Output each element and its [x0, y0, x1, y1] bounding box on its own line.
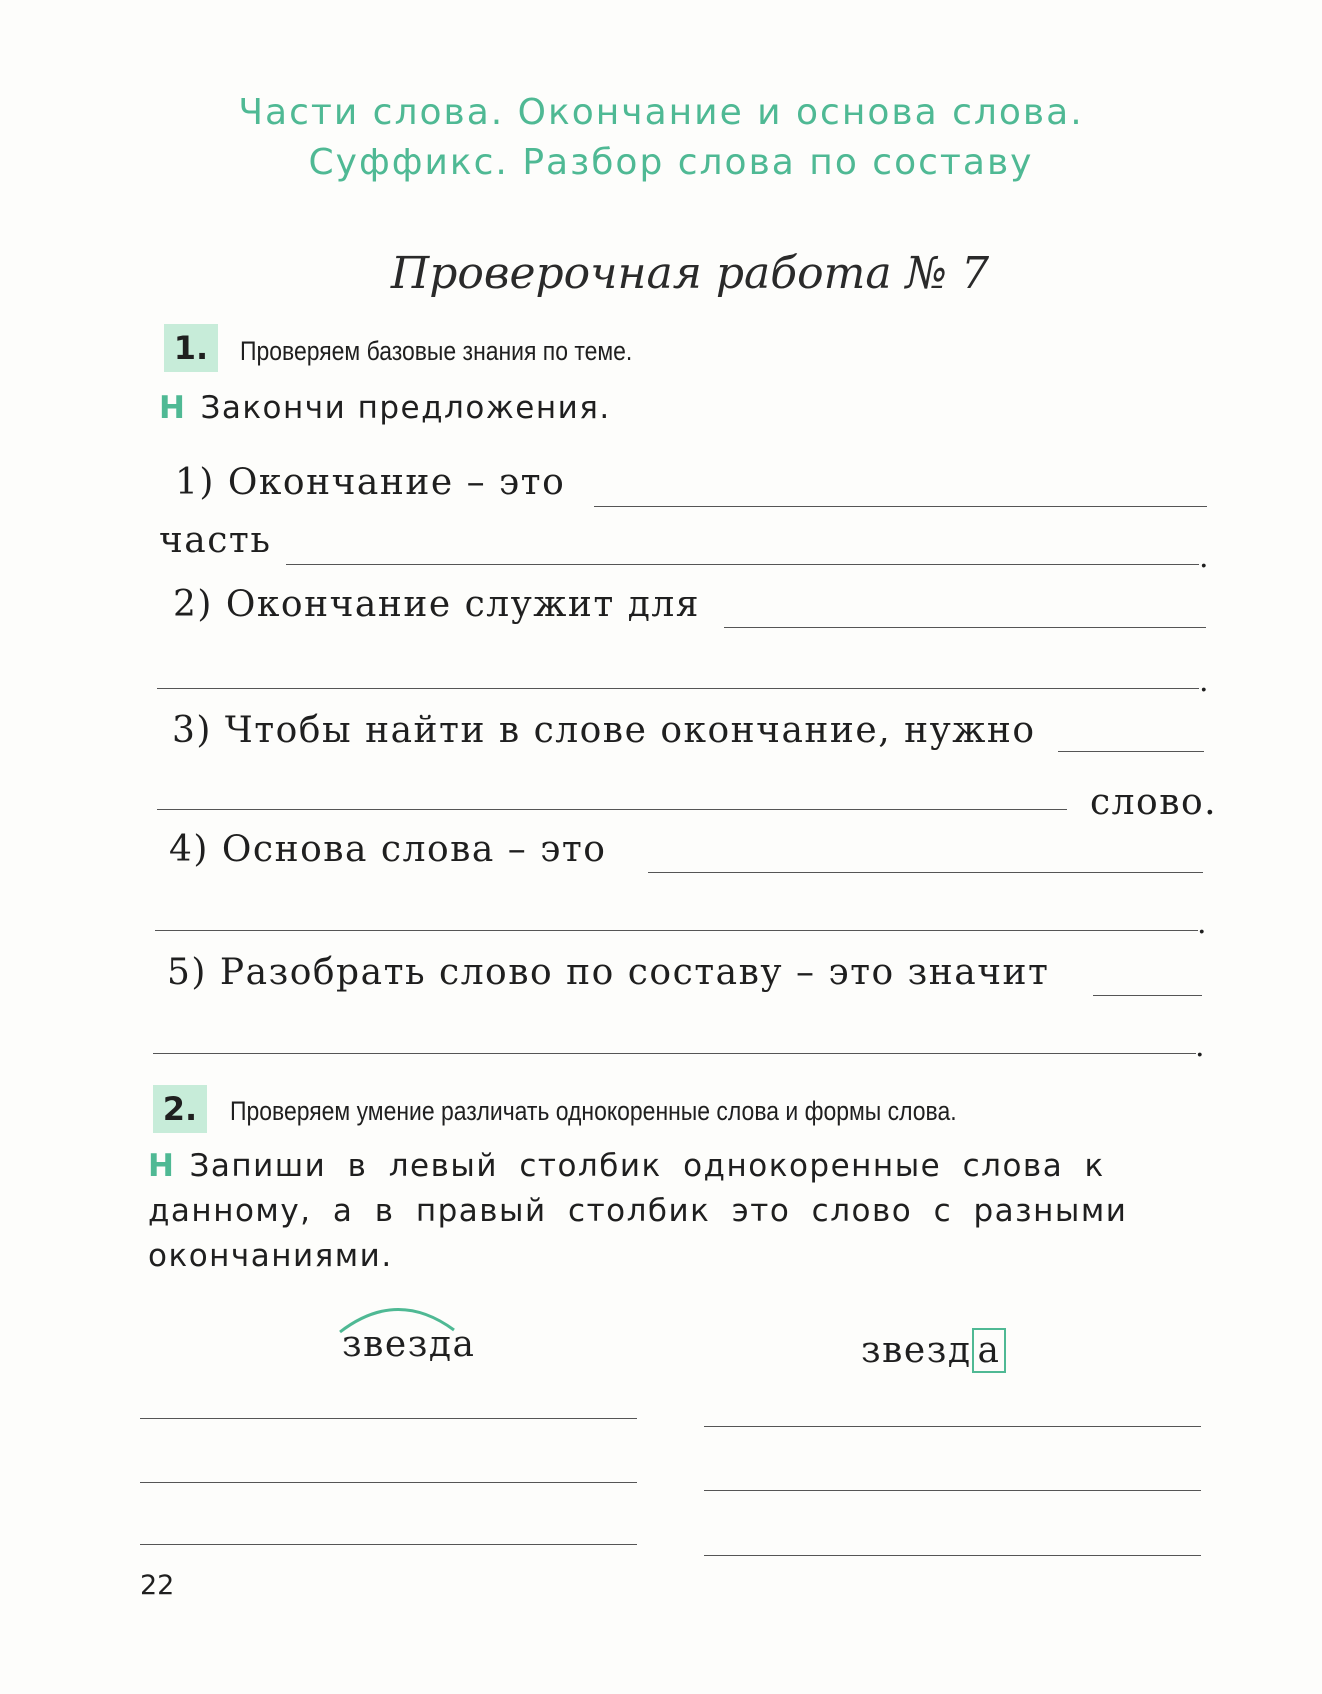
- right-column-line[interactable]: [704, 1426, 1201, 1427]
- word-stem: звезд: [861, 1330, 972, 1371]
- task-1-description: Проверяем базовые знания по теме.: [240, 336, 633, 366]
- period: .: [1199, 540, 1209, 575]
- given-word-left: звезда: [342, 1324, 476, 1365]
- left-column-line[interactable]: [140, 1418, 637, 1419]
- answer-line[interactable]: [286, 564, 1199, 565]
- left-column-line[interactable]: [140, 1482, 637, 1483]
- answer-line[interactable]: [648, 872, 1203, 873]
- instruction-text: Закончи предложения.: [200, 390, 611, 426]
- work-title: Проверочная работа № 7: [390, 248, 990, 299]
- task-1-instruction: [159, 390, 611, 426]
- task-2-instruction-line2: данному, а в правый столбик это слово с разными: [148, 1193, 1128, 1229]
- right-column-line[interactable]: [704, 1555, 1201, 1556]
- level-marker: Н: [159, 390, 187, 426]
- item-5: 5) Разобрать слово по составу – это значит: [167, 952, 1050, 993]
- item-2: 2) Окончание служит для: [173, 584, 701, 625]
- answer-line[interactable]: [157, 688, 1199, 689]
- left-column-line[interactable]: [140, 1544, 637, 1545]
- period: .: [1195, 1029, 1205, 1064]
- answer-line[interactable]: [155, 930, 1198, 931]
- instruction-text: Запиши в левый столбик однокоренные слова к: [189, 1148, 1105, 1184]
- answer-line[interactable]: [1093, 995, 1202, 996]
- task-2-instruction-line1: [148, 1148, 1105, 1184]
- item-1-cont: часть: [159, 520, 272, 561]
- item-3-end: слово.: [1090, 782, 1218, 823]
- task-number-1: 1.: [164, 324, 218, 372]
- ending-box: а: [972, 1328, 1007, 1373]
- period: .: [1199, 664, 1209, 699]
- right-column-line[interactable]: [704, 1490, 1201, 1491]
- task-2-instruction-line3: окончаниями.: [148, 1238, 393, 1274]
- answer-line[interactable]: [1058, 751, 1204, 752]
- item-3: 3) Чтобы найти в слове окончание, нужно: [172, 710, 1036, 751]
- page-number: 22: [140, 1570, 175, 1601]
- topic-title-line1: Части слова. Окончание и основа слова.: [238, 92, 1084, 133]
- period: .: [1197, 906, 1207, 941]
- task-2-description: Проверяем умение различать однокоренные слова и формы слова.: [230, 1096, 957, 1126]
- answer-line[interactable]: [157, 809, 1067, 810]
- given-word-right: [861, 1330, 1006, 1371]
- answer-line[interactable]: [153, 1053, 1196, 1054]
- item-4: 4) Основа слова – это: [169, 829, 607, 870]
- level-marker: Н: [148, 1148, 176, 1184]
- answer-line[interactable]: [594, 506, 1207, 507]
- answer-line[interactable]: [724, 627, 1206, 628]
- item-1: 1) Окончание – это: [175, 462, 566, 503]
- task-number-2: 2.: [153, 1085, 207, 1133]
- topic-title-line2: Суффикс. Разбор слова по составу: [308, 142, 1034, 183]
